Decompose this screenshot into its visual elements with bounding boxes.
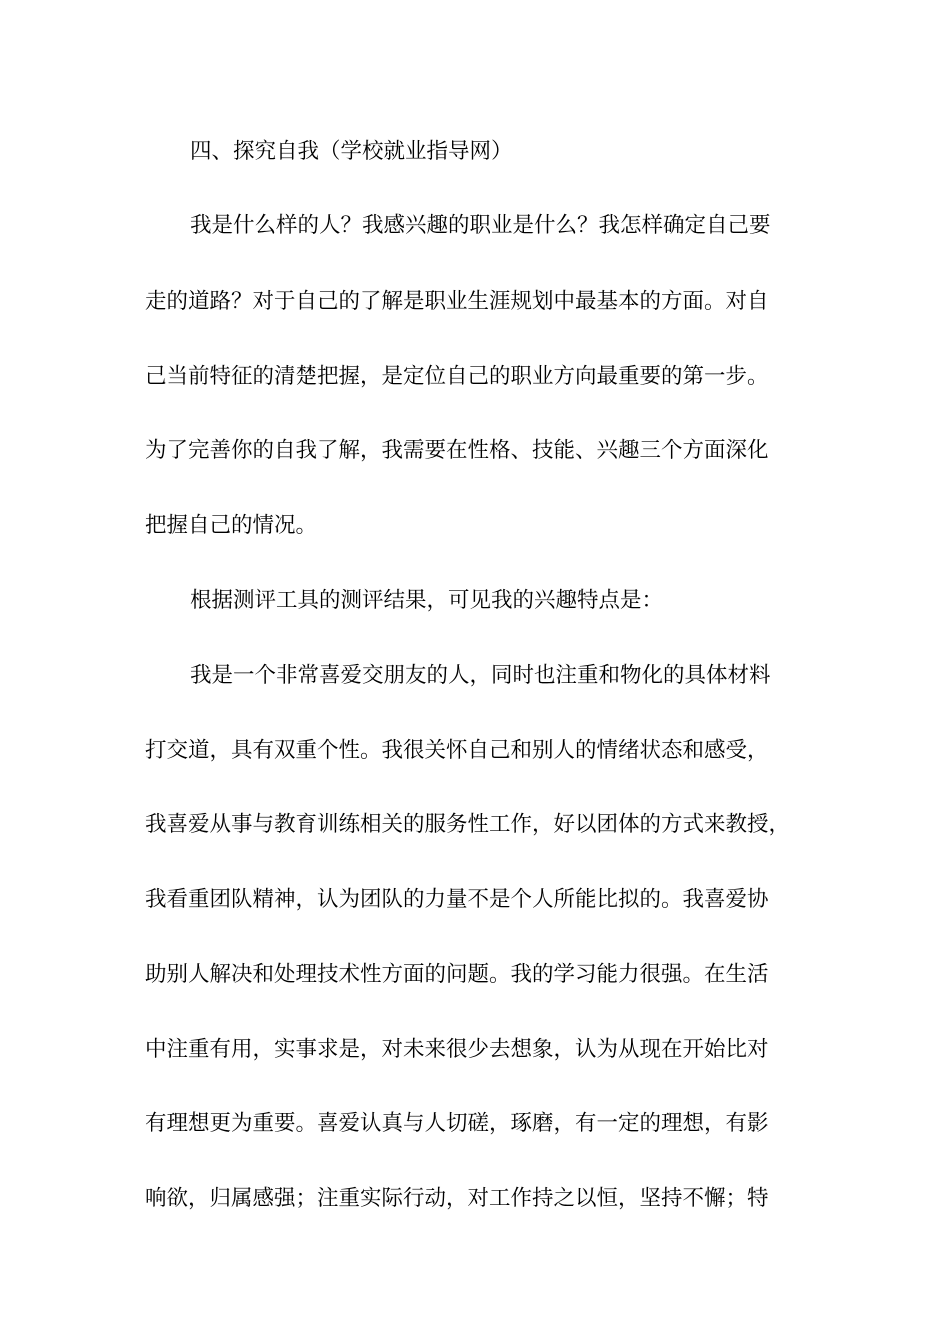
paragraph-line: 根据测评工具的测评结果，可见我的兴趣特点是： bbox=[190, 588, 664, 613]
paragraph-line: 响欲，归属感强；注重实际行动，对工作持之以恒，坚持不懈；特 bbox=[145, 1186, 769, 1211]
paragraph-line: 有理想更为重要。喜爱认真与人切磋，琢磨，有一定的理想，有影 bbox=[145, 1111, 769, 1136]
paragraph-line: 中注重有用，实事求是，对未来很少去想象，认为从现在开始比对 bbox=[145, 1037, 769, 1062]
paragraph-line: 走的道路？对于自己的了解是职业生涯规划中最基本的方面。对自 bbox=[145, 289, 769, 314]
paragraph-line: 我看重团队精神，认为团队的力量不是个人所能比拟的。我喜爱协 bbox=[145, 887, 769, 912]
section-heading: 四、探究自我（学校就业指导网） bbox=[190, 139, 513, 164]
paragraph-line: 己当前特征的清楚把握，是定位自己的职业方向最重要的第一步。 bbox=[145, 364, 769, 389]
paragraph-line: 助别人解决和处理技术性方面的问题。我的学习能力很强。在生活 bbox=[145, 962, 769, 987]
paragraph-line: 我喜爱从事与教育训练相关的服务性工作，好以团体的方式来教授， bbox=[145, 812, 791, 837]
paragraph-line: 把握自己的情况。 bbox=[145, 513, 318, 538]
paragraph-line: 为了完善你的自我了解，我需要在性格、技能、兴趣三个方面深化 bbox=[145, 438, 769, 463]
paragraph-line: 我是一个非常喜爱交朋友的人，同时也注重和物化的具体材料 bbox=[190, 663, 771, 688]
paragraph-line: 打交道，具有双重个性。我很关怀自己和别人的情绪状态和感受， bbox=[145, 738, 769, 763]
paragraph-line: 我是什么样的人？我感兴趣的职业是什么？我怎样确定自己要 bbox=[190, 213, 771, 238]
